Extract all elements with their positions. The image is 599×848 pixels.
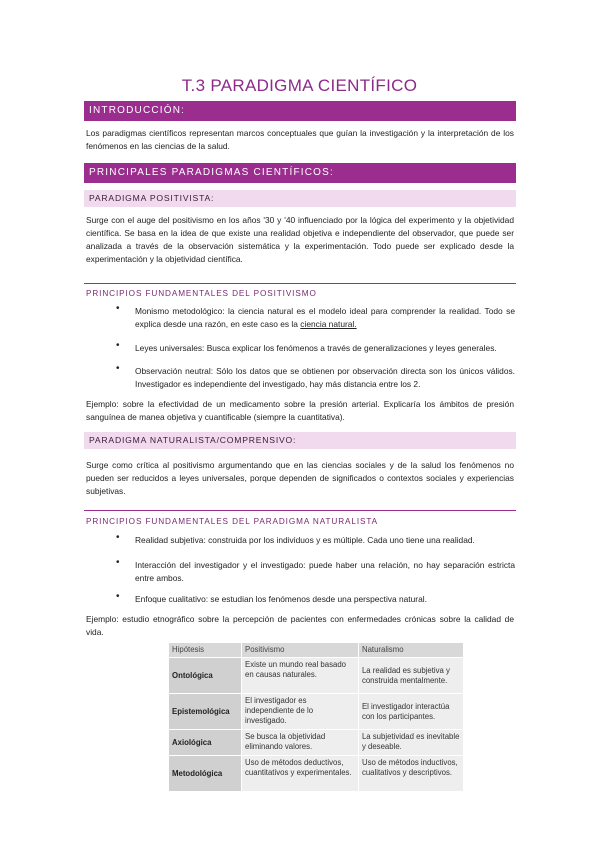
table-header-row: [169, 643, 464, 658]
list-item: Monismo metodológico: la ciencia natural es el modelo ideal para comprender la realidad. Todo se explica desde una razón, en este caso es la ciencia natural.: [135, 306, 515, 329]
table-cell: Existe un mundo real basado en causas naturales.: [242, 658, 359, 694]
list-item: Realidad subjetiva: construida por los individuos y es múltiple. Cada uno tiene una realidad.: [135, 535, 475, 545]
column-header: Positivismo: [242, 643, 359, 658]
row-label: Ontológica: [169, 658, 242, 694]
intro-heading: INTRODUCCIÓN:: [84, 101, 516, 121]
table-cell: El investigador interactúa con los participantes.: [358, 694, 463, 730]
table-cell: Se busca la objetividad eliminando valores.: [242, 730, 359, 756]
table-cell: La subjetividad es inevitable y deseable.: [358, 730, 463, 756]
bullet-icon: •: [116, 591, 120, 602]
positivista-text: Surge con el auge del positivismo en los años '30 y '40 influenciado por la lógica del experimento y la objetividad científica. Se basa en la idea de que existe una realidad objetiva e independiente del observador, que puede ser analizada a través de la observación sistemática y la experimentación. Todo puede ser explicado desde la experimentación y la objetividad científica.: [86, 215, 514, 264]
bullet-icon: •: [116, 303, 120, 314]
intro-text: Los paradigmas científicos representan marcos conceptuales que guían la investigación y la interpretación de los fenómenos en las ciencias de la salud.: [86, 128, 514, 151]
list-item: Enfoque cualitativo: se estudian los fenómenos desde una perspectiva natural.: [135, 594, 427, 604]
table-cell: Uso de métodos inductivos, cualitativos y descriptivos.: [358, 756, 463, 792]
principales-heading: PRINCIPALES PARADIGMAS CIENTÍFICOS:: [84, 163, 516, 183]
row-label: Axiológica: [169, 730, 242, 756]
table-cell: La realidad es subjetiva y construida mentalmente.: [358, 658, 463, 694]
table-row: [169, 730, 464, 756]
table-row: [169, 756, 464, 792]
positivista-example: Ejemplo: sobre la efectividad de un medicamento sobre la presión arterial. Explicaría los ámbitos de presión sanguínea de manea objetiva y cuantificable (siempre la cuantitativa).: [86, 399, 514, 422]
table-row: [169, 694, 464, 730]
comparison-table: [168, 642, 464, 792]
list-item: Observación neutral: Sólo los datos que se obtienen por observación directa son los únicos válidos. Investigador es independiente del investigado, hay más distancia entre los 2.: [135, 366, 515, 389]
page-title: T.3 PARADIGMA CIENTÍFICO: [181, 76, 418, 95]
positivista-heading: PARADIGMA POSITIVISTA:: [84, 190, 516, 207]
naturalista-text: Surge como crítica al positivismo argumentando que en las ciencias sociales y de la salud los fenómenos no pueden ser reducidos a leyes universales, porque dependen de significados o contextos sociales y experiencias subjetivas.: [86, 460, 514, 496]
section-divider: [84, 510, 516, 511]
naturalista-heading: PARADIGMA NATURALISTA/COMPRENSIVO:: [84, 432, 516, 449]
section-divider: [84, 283, 516, 284]
bullet-icon: •: [116, 532, 120, 543]
list-item: Interacción del investigador y el investigado: puede haber una relación, no hay separación estricta entre ambos.: [135, 560, 515, 583]
bullet-icon: •: [116, 363, 120, 374]
bullet-icon: •: [116, 557, 120, 568]
naturalista-example: Ejemplo: estudio etnográfico sobre la percepción de pacientes con enfermedades crónicas sobre la calidad de vida.: [86, 614, 514, 637]
column-header: Naturalismo: [358, 643, 463, 658]
table-cell: Uso de métodos deductivos, cuantitativos y experimentales.: [242, 756, 359, 792]
positivismo-principles-heading: PRINCIPIOS FUNDAMENTALES DEL POSITIVISMO: [86, 289, 317, 298]
table-cell: El investigador es independiente de lo investigado.: [242, 694, 359, 730]
row-label: Epistemológica: [169, 694, 242, 730]
row-label: Metodológica: [169, 756, 242, 792]
column-header: Hipótesis: [169, 643, 242, 658]
naturalista-principles-heading: PRINCIPIOS FUNDAMENTALES DEL PARADIGMA NATURALISTA: [86, 517, 379, 526]
table-row: [169, 658, 464, 694]
bullet-icon: •: [116, 340, 120, 351]
list-item: Leyes universales: Busca explicar los fenómenos a través de generalizaciones y leyes generales.: [135, 343, 497, 353]
